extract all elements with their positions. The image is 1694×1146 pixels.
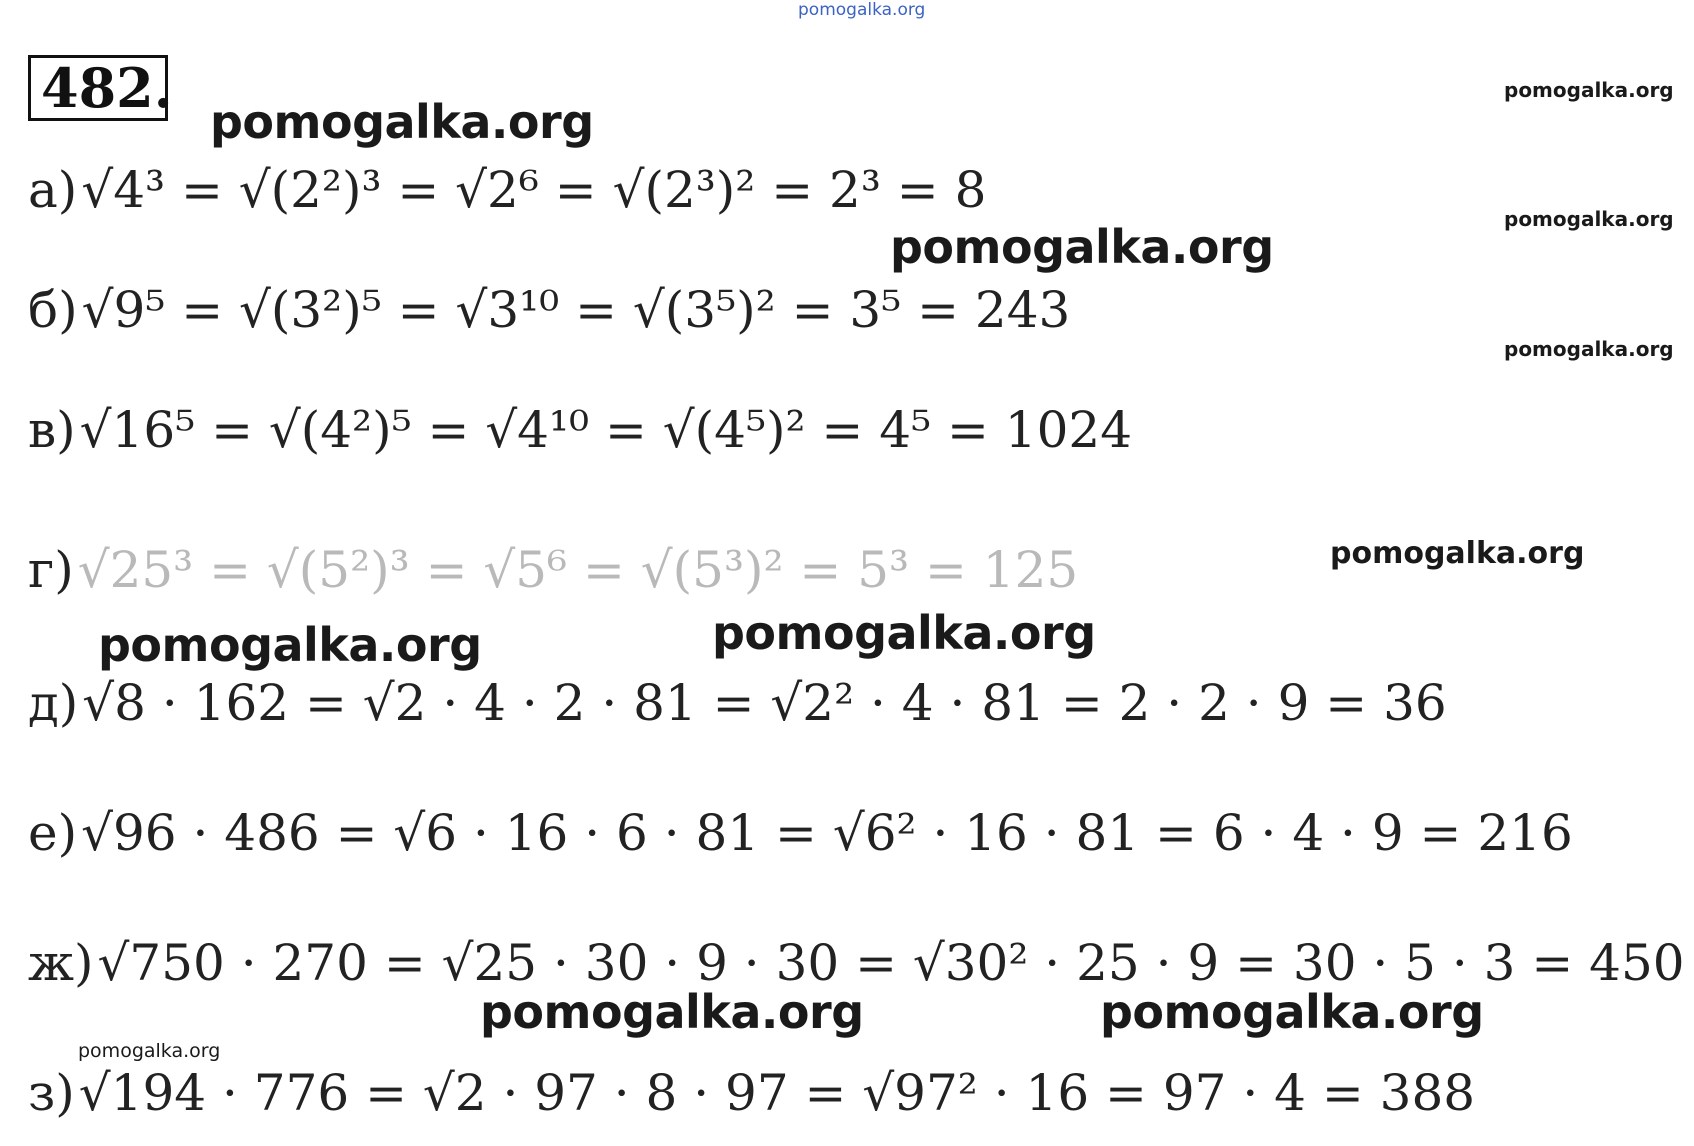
- watermark-large: pomogalka.org: [210, 95, 594, 149]
- watermark-small: pomogalka.org: [1504, 337, 1674, 361]
- equation-row-zh: [28, 934, 1685, 992]
- watermark-small: pomogalka.org: [1504, 207, 1674, 231]
- equation-row-z: [28, 1064, 1476, 1122]
- equation-row-v: [28, 401, 1132, 459]
- row-label: з): [28, 1064, 75, 1122]
- watermark-small: pomogalka.org: [78, 1040, 221, 1062]
- equation-row-g: [28, 541, 1079, 599]
- equation-row-d: [28, 674, 1447, 732]
- problem-number-box: [28, 55, 173, 121]
- watermark-small: pomogalka.org: [1504, 78, 1674, 102]
- row-expression: √4³ = √(2²)³ = √2⁶ = √(2³)² = 2³ = 8: [81, 161, 987, 219]
- equation-row-e: [28, 804, 1573, 862]
- equation-row-a: [28, 161, 987, 219]
- watermark-large: pomogalka.org: [890, 220, 1274, 274]
- row-label: ж): [28, 934, 94, 992]
- row-label: г): [28, 541, 74, 599]
- row-label: д): [28, 674, 79, 732]
- row-label: а): [28, 161, 78, 219]
- watermark-large: pomogalka.org: [98, 618, 482, 672]
- watermark-small: pomogalka.org: [1330, 536, 1585, 571]
- problem-number: 482.: [41, 56, 173, 120]
- row-expression: √25³ = √(5²)³ = √5⁶ = √(5³)² = 5³ = 125: [77, 541, 1079, 599]
- row-expression: √194 · 776 = √2 · 97 · 8 · 97 = √97² · 16 = 97 · 4 = 388: [78, 1064, 1476, 1122]
- watermark-large: pomogalka.org: [712, 606, 1096, 660]
- row-expression: √16⁵ = √(4²)⁵ = √4¹⁰ = √(4⁵)² = 4⁵ = 1024: [79, 401, 1132, 459]
- equation-row-b: [28, 281, 1071, 339]
- row-label: б): [28, 281, 78, 339]
- watermark-large: pomogalka.org: [480, 985, 864, 1039]
- row-expression: √8 · 162 = √2 · 4 · 2 · 81 = √2² · 4 · 81 = 2 · 2 · 9 = 36: [82, 674, 1447, 732]
- watermark-large: pomogalka.org: [1100, 985, 1484, 1039]
- row-expression: √96 · 486 = √6 · 16 · 6 · 81 = √6² · 16 · 81 = 6 · 4 · 9 = 216: [81, 804, 1573, 862]
- row-label: в): [28, 401, 76, 459]
- watermark-top: pomogalka.org: [798, 0, 926, 20]
- row-expression: √750 · 270 = √25 · 30 · 9 · 30 = √30² · 25 · 9 = 30 · 5 · 3 = 450: [97, 934, 1685, 992]
- row-label: е): [28, 804, 78, 862]
- row-expression: √9⁵ = √(3²)⁵ = √3¹⁰ = √(3⁵)² = 3⁵ = 243: [81, 281, 1071, 339]
